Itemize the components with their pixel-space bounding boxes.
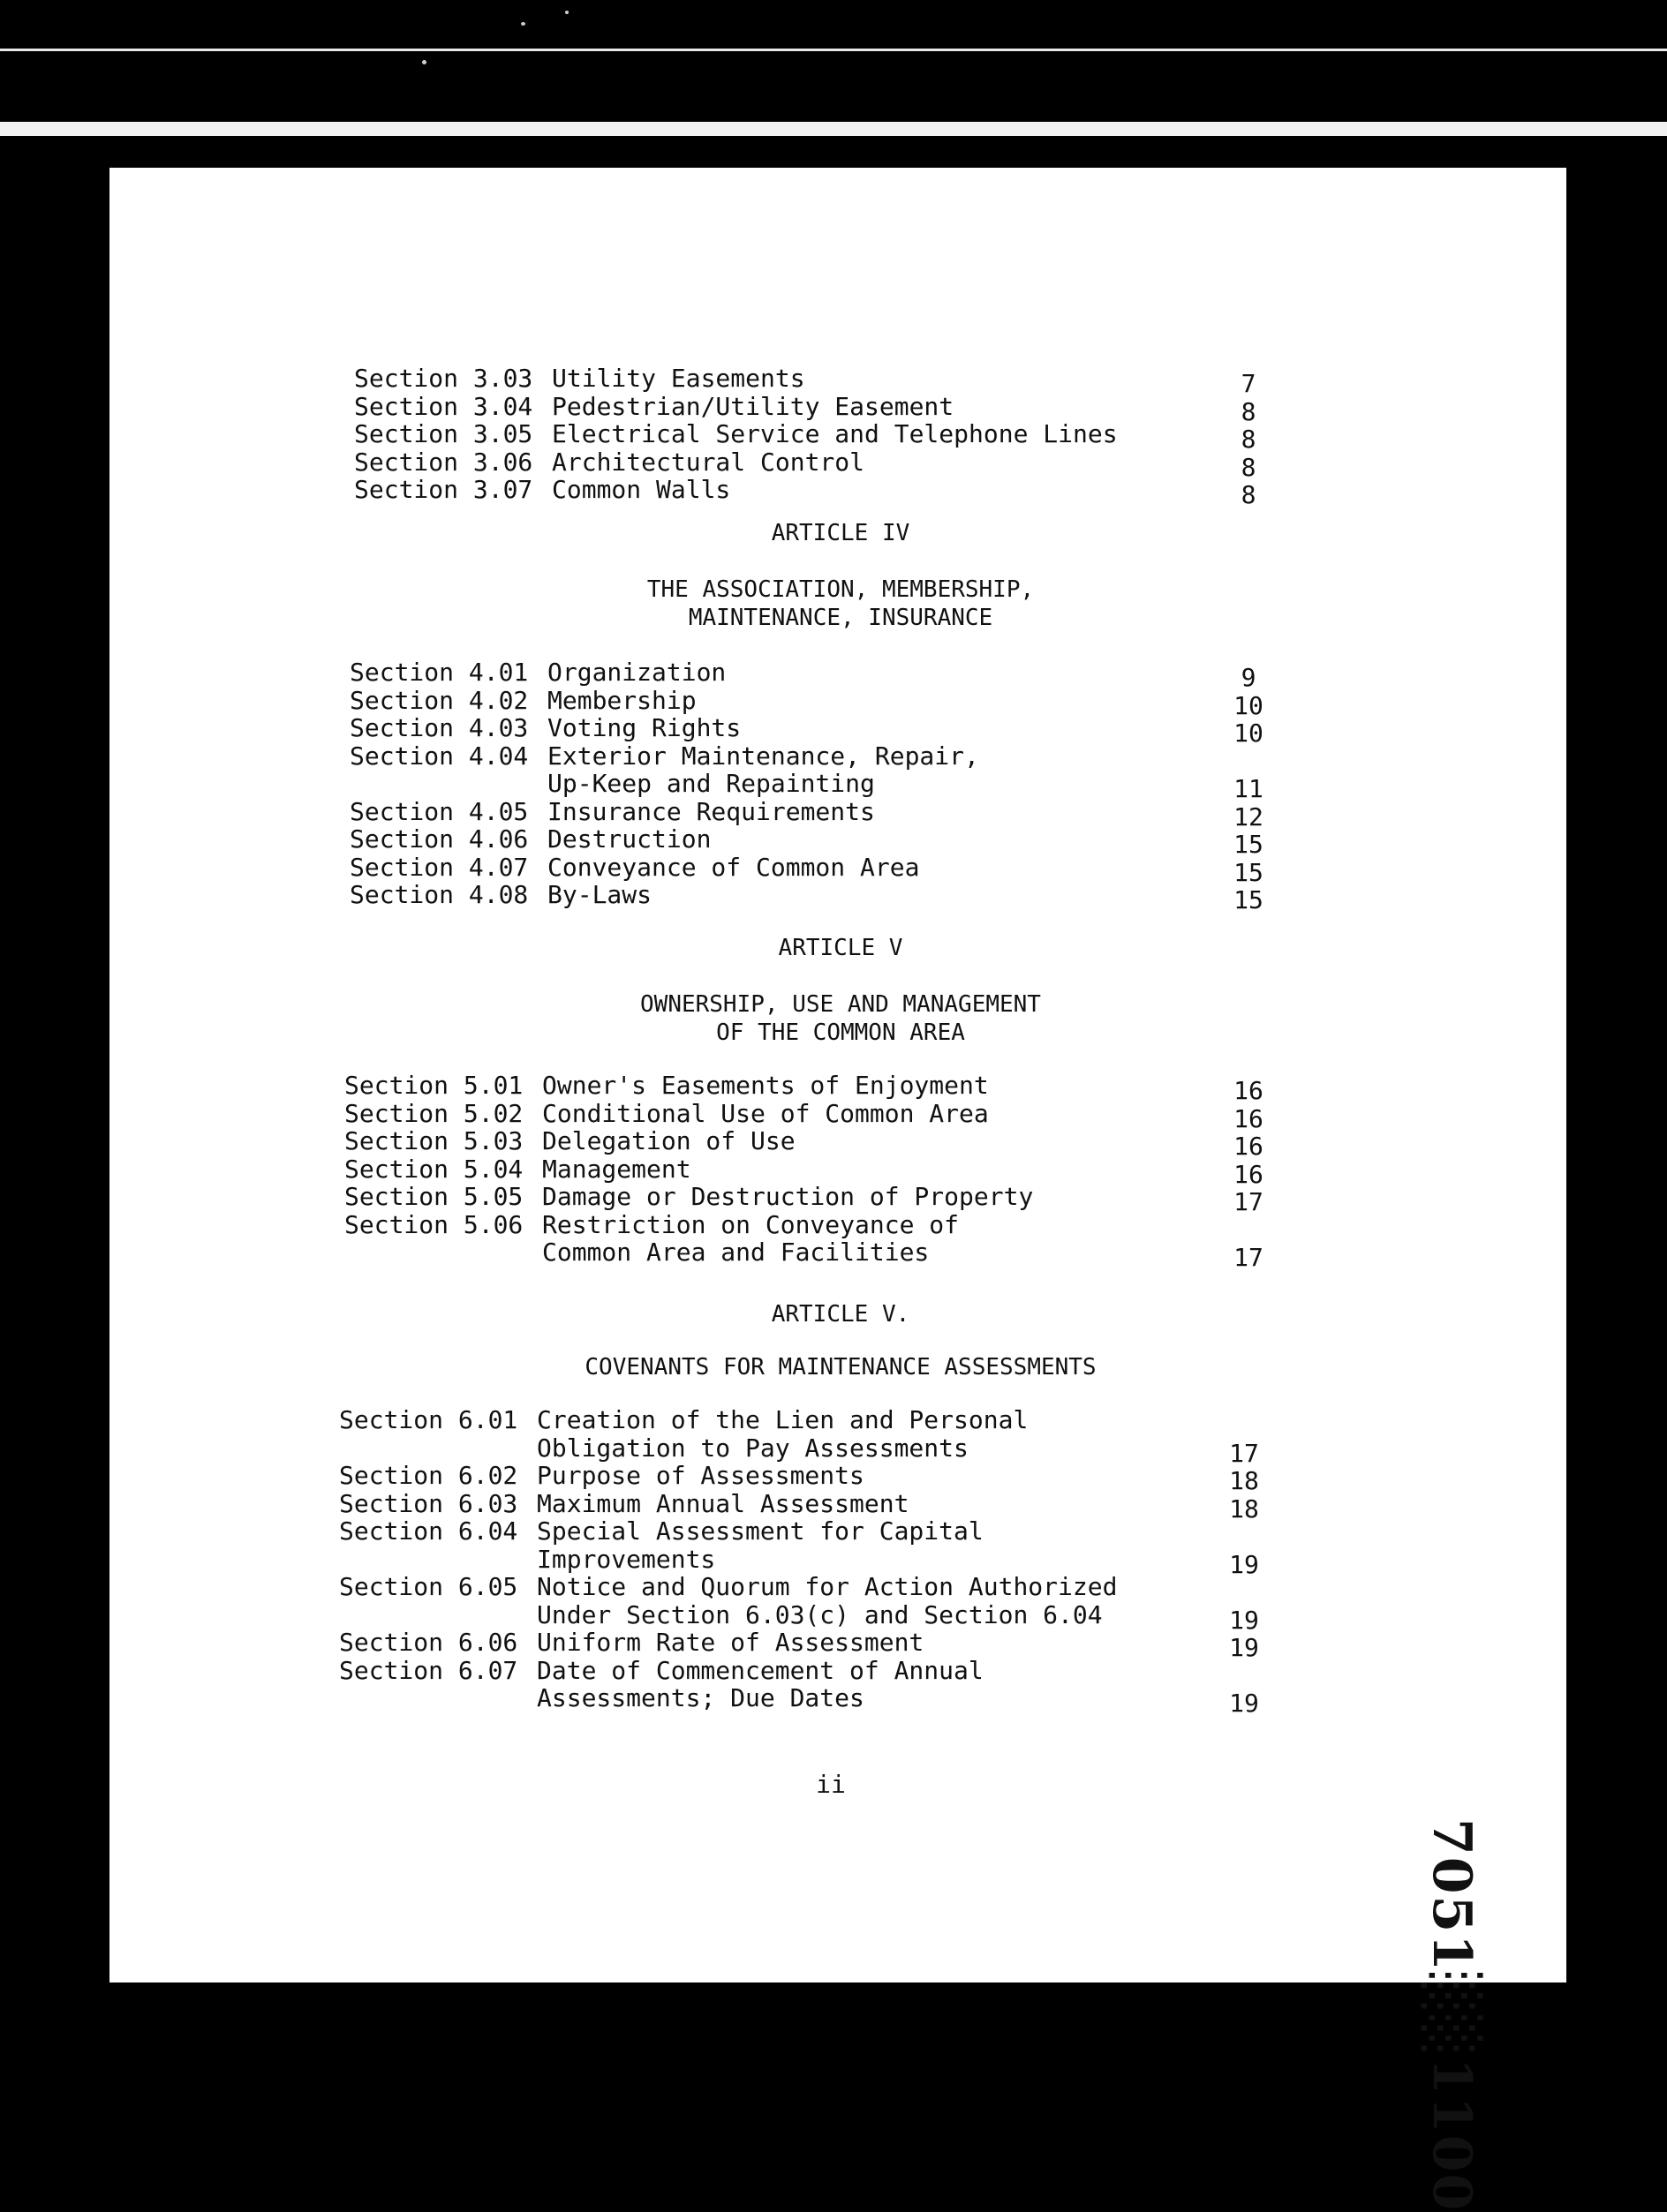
section-number: Section 4.05 xyxy=(350,796,529,826)
section-number: Section 6.01 xyxy=(339,1405,518,1434)
page-reference: 15 xyxy=(1233,830,1263,859)
page-reference: 17 xyxy=(1229,1438,1259,1468)
page-reference: 12 xyxy=(1233,801,1263,831)
section-title: Assessments; Due Dates xyxy=(537,1683,864,1712)
scan-dust xyxy=(521,22,525,26)
section-title: Insurance Requirements xyxy=(547,796,875,826)
article-title-line: OWNERSHIP, USE AND MANAGEMENT xyxy=(640,991,1041,1018)
page-reference: 10 xyxy=(1233,690,1263,720)
section-title: Under Section 6.03(c) and Section 6.04 xyxy=(537,1599,1103,1629)
scan-line-thin xyxy=(0,49,1667,51)
page-reference: 16 xyxy=(1233,1076,1263,1105)
section-title: Voting Rights xyxy=(547,713,742,742)
section-number: Section 3.07 xyxy=(354,475,533,504)
article-title-line: OF THE COMMON AREA xyxy=(716,1019,965,1046)
section-number: Section 6.02 xyxy=(339,1461,518,1490)
table-of-contents xyxy=(109,168,1566,1983)
section-title: Purpose of Assessments xyxy=(537,1461,864,1490)
section-title: Exterior Maintenance, Repair, xyxy=(547,741,979,771)
section-title: Common Walls xyxy=(552,475,731,504)
section-number: Section 4.08 xyxy=(350,880,529,909)
section-number: Section 4.03 xyxy=(350,713,529,742)
section-number: Section 4.07 xyxy=(350,852,529,882)
section-title: Membership xyxy=(547,685,697,715)
section-title: Special Assessment for Capital xyxy=(537,1516,984,1546)
section-title: Electrical Service and Telephone Lines xyxy=(552,419,1118,448)
section-title: Creation of the Lien and Personal xyxy=(537,1405,1029,1434)
section-title: Owner's Easements of Enjoyment xyxy=(542,1071,989,1100)
section-number: Section 4.06 xyxy=(350,824,529,854)
section-number: Section 6.07 xyxy=(339,1655,518,1685)
section-number: Section 5.03 xyxy=(344,1126,524,1155)
page-reference: 19 xyxy=(1229,1605,1259,1635)
page-reference: 10 xyxy=(1233,719,1263,748)
page-reference: 18 xyxy=(1229,1466,1259,1495)
section-number: Section 3.04 xyxy=(354,391,533,421)
section-number: Section 6.03 xyxy=(339,1488,518,1518)
section-number: Section 5.05 xyxy=(344,1182,524,1211)
section-title: Destruction xyxy=(547,824,712,854)
page-reference: 8 xyxy=(1241,480,1256,509)
section-title: Up-Keep and Repainting xyxy=(547,769,875,798)
page-reference: 8 xyxy=(1241,425,1256,454)
section-number: Section 5.01 xyxy=(344,1071,524,1100)
page-reference: 17 xyxy=(1233,1187,1263,1216)
section-number: Section 5.04 xyxy=(344,1154,524,1184)
section-title: Conveyance of Common Area xyxy=(547,852,920,882)
section-number: Section 5.06 xyxy=(344,1209,524,1239)
page-number: ii xyxy=(816,1770,846,1799)
section-title: Architectural Control xyxy=(552,447,865,477)
section-title: Common Area and Facilities xyxy=(542,1238,930,1267)
section-title: Uniform Rate of Assessment xyxy=(537,1628,924,1657)
section-title: Improvements xyxy=(537,1544,716,1574)
section-title: Utility Easements xyxy=(552,364,805,393)
section-number: Section 4.01 xyxy=(350,658,529,687)
article-heading: ARTICLE V xyxy=(778,935,903,961)
page-reference: 9 xyxy=(1241,663,1256,692)
section-number: Section 6.04 xyxy=(339,1516,518,1546)
page-reference: 15 xyxy=(1233,857,1263,887)
section-title: Restriction on Conveyance of xyxy=(542,1209,960,1239)
scan-dust xyxy=(565,11,569,14)
page-reference: 17 xyxy=(1233,1243,1263,1272)
section-title: Organization xyxy=(547,658,727,687)
section-title: Date of Commencement of Annual xyxy=(537,1655,984,1685)
section-title: Notice and Quorum for Action Authorized xyxy=(537,1572,1118,1601)
scan-dust xyxy=(422,60,426,64)
section-title: Pedestrian/Utility Easement xyxy=(552,391,954,421)
article-title-line: COVENANTS FOR MAINTENANCE ASSESSMENTS xyxy=(585,1354,1097,1381)
section-number: Section 5.02 xyxy=(344,1098,524,1128)
section-title: By-Laws xyxy=(547,880,652,909)
page-reference: 19 xyxy=(1229,1689,1259,1718)
page-reference: 7 xyxy=(1241,369,1256,398)
article-title-line: MAINTENANCE, INSURANCE xyxy=(688,605,993,631)
section-number: Section 4.02 xyxy=(350,685,529,715)
section-title: Delegation of Use xyxy=(542,1126,796,1155)
section-title: Maximum Annual Assessment xyxy=(537,1488,909,1518)
section-title: Obligation to Pay Assessments xyxy=(537,1433,969,1463)
document-stamp: 7051░░1100 xyxy=(1421,1818,1482,2212)
article-title-line: THE ASSOCIATION, MEMBERSHIP, xyxy=(646,576,1035,603)
section-title: Damage or Destruction of Property xyxy=(542,1182,1034,1211)
page-reference: 11 xyxy=(1233,774,1263,803)
page-reference: 16 xyxy=(1233,1159,1263,1189)
section-number: Section 6.05 xyxy=(339,1572,518,1601)
section-number: Section 3.06 xyxy=(354,447,533,477)
section-number: Section 4.04 xyxy=(350,741,529,771)
page-reference: 19 xyxy=(1229,1549,1259,1579)
page-reference: 18 xyxy=(1229,1493,1259,1524)
article-heading: ARTICLE IV xyxy=(771,520,910,546)
document-page xyxy=(109,168,1566,2212)
scan-line-thick xyxy=(0,122,1667,136)
section-number: Section 3.05 xyxy=(354,419,533,448)
section-number: Section 3.03 xyxy=(354,364,533,393)
page-reference: 16 xyxy=(1233,1103,1263,1133)
page-reference: 8 xyxy=(1241,396,1256,426)
page-reference: 8 xyxy=(1241,452,1256,482)
page-reference: 16 xyxy=(1233,1132,1263,1161)
section-number: Section 6.06 xyxy=(339,1628,518,1657)
article-heading: ARTICLE V. xyxy=(771,1301,910,1328)
section-title: Conditional Use of Common Area xyxy=(542,1098,989,1128)
section-title: Management xyxy=(542,1154,691,1184)
page-reference: 15 xyxy=(1233,885,1263,914)
page-reference: 19 xyxy=(1229,1633,1259,1662)
